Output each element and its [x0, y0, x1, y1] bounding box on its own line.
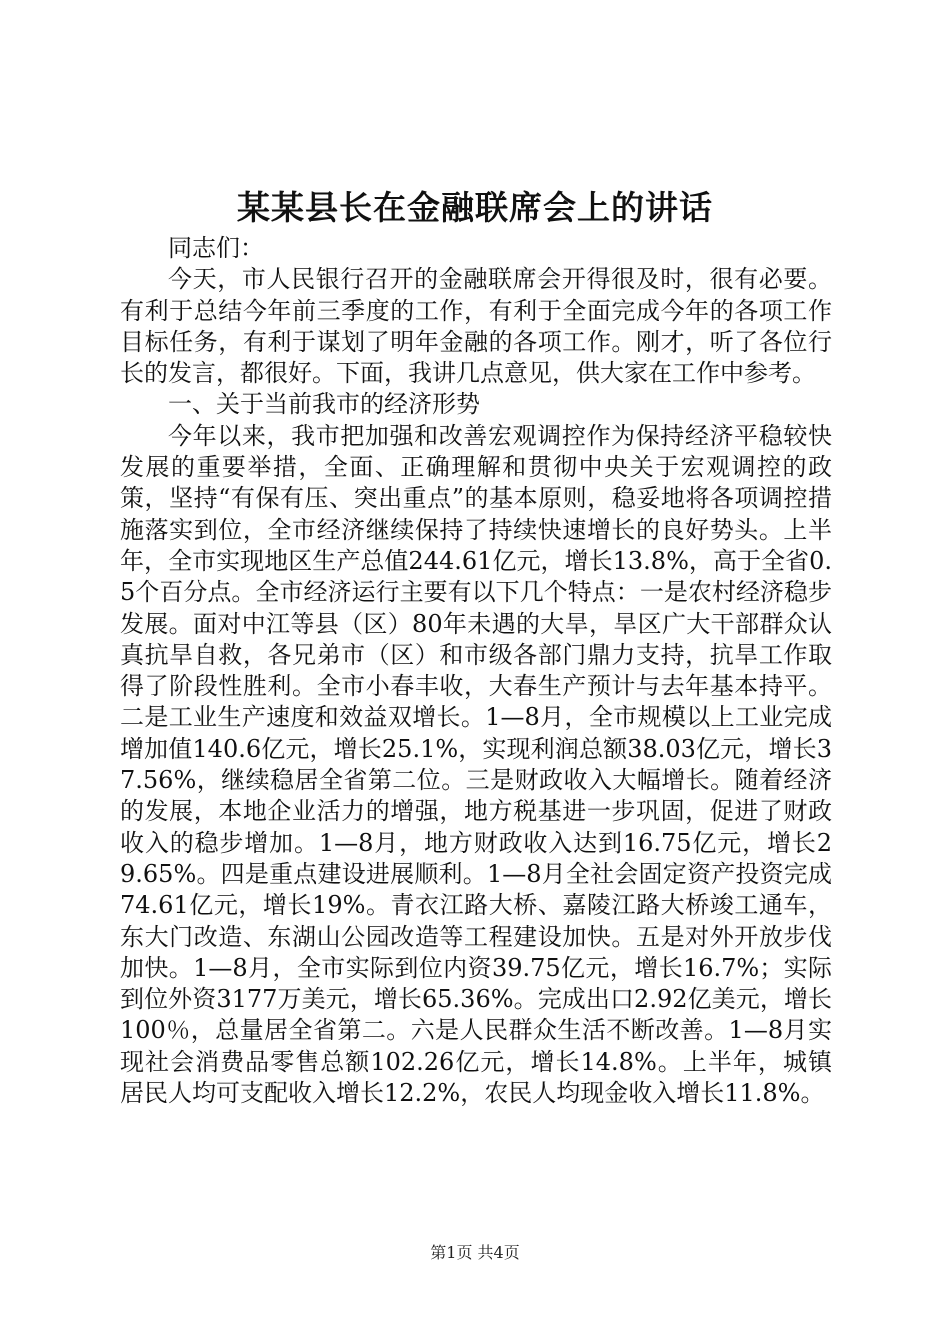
salutation-paragraph: 同志们：: [168, 234, 264, 262]
document-body: [120, 233, 832, 1109]
page-number-footer: 第1页 共4页: [430, 1243, 520, 1262]
section-heading: 一、关于当前我市的经济形势: [168, 390, 480, 419]
document-title: 某某县长在金融联席会上的讲话: [237, 188, 713, 227]
intro-paragraph: 今天，市人民银行召开的金融联席会开得很及时，很有必要。有利于总结今年前三季度的工作，有利于全面完成今年的各项工作目标任务，有利于谋划了明年金融的各项工作。刚才，听了各位行长的发言，都很好。下面，我讲几点意见，供大家在工作中参考。: [120, 265, 832, 388]
economy-paragraph: 今年以来，我市把加强和改善宏观调控作为保持经济平稳较快发展的重要举措，全面、正确理解和贯彻中央关于宏观调控的政策，坚持“有保有压、突出重点”的基本原则，稳妥地将各项调控措施落实到位，全市经济继续保持了持续快速增长的良好势头。上半年，全市实现地区生产总值244.61亿元，增长13.8%，高于全省0.5个百分点。全市经济运行主要有以下几个特点：一是农村经济稳步发展。面对中江等县（区）80年未遇的大旱，旱区广大干部群众认真抗旱自救，各兄弟市（区）和市级各部门鼎力支持，抗旱工作取得了阶段性胜利。全市小春丰收，大春生产预计与去年基本持平。二是工业生产速度和效益双增长。1—8月，全市规模以上工业完成增加值140.6亿元，增长25.1%，实现利润总额38.03亿元，增长37.56%，继续稳居全省第二位。三是财政收入大幅增长。随着经济的发展，本地企业活力的增强，地方税基进一步巩固，促进了财政收入的稳步增加。1—8月，地方财政收入达到16.75亿元，增长29.65%。四是重点建设进展顺利。1—8月全社会固定资产投资完成74.61亿元，增长19%。青衣江路大桥、嘉陵江路大桥竣工通车，东大门改造、东湖山公园改造等工程建设加快。五是对外开放步伐加快。1—8月，全市实际到位内资39.75亿元，增长16.7%；实际到位外资3177万美元，增长65.36%。完成出口2.92亿美元，增长100％，总量居全省第二。六是人民群众生活不断改善。1—8月实现社会消费品零售总额102.26亿元，增长14.8%。上半年，城镇居民人均可支配收入增长12.2%，农民人均现金收入增长11.8%。: [120, 421, 832, 1108]
